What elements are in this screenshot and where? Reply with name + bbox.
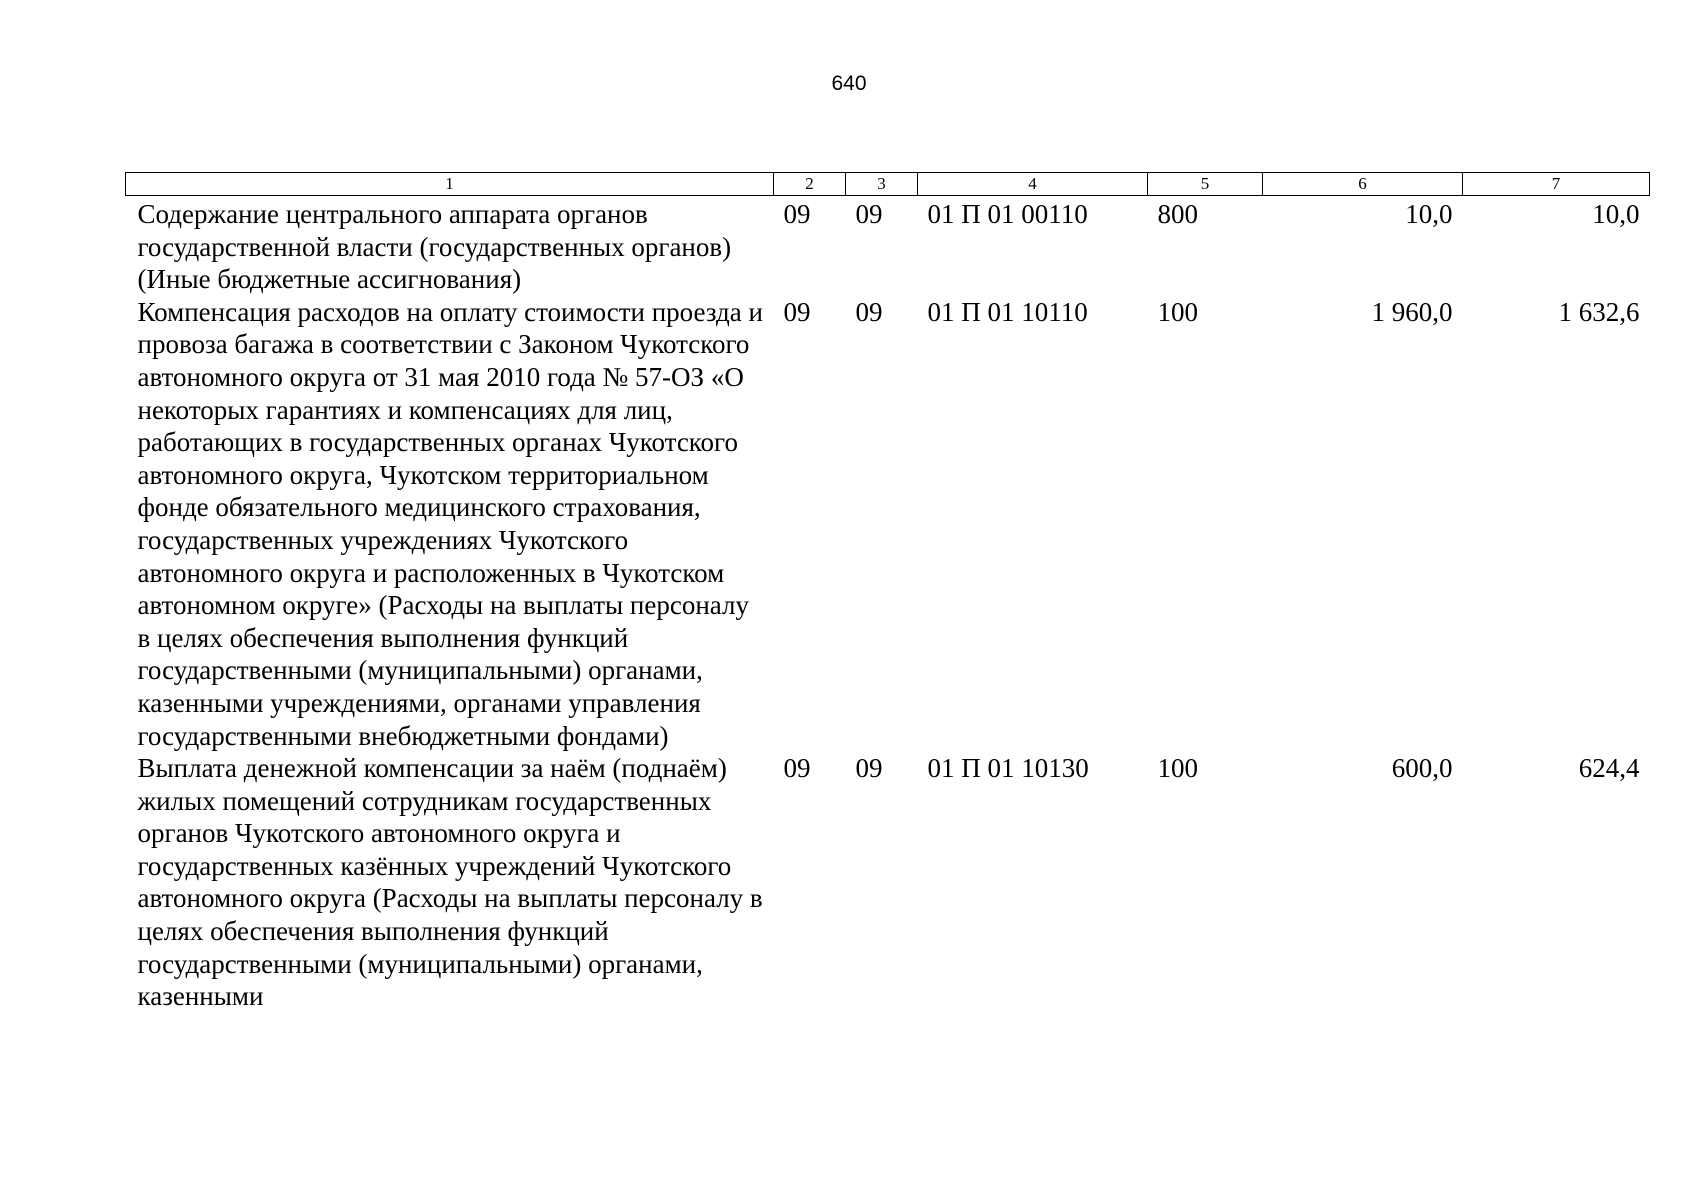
table-row xyxy=(126,752,1650,1013)
budget-table xyxy=(125,172,1650,1013)
amount-column-7: 1 632,6 xyxy=(1558,296,1640,327)
column-header-2: 2 xyxy=(774,173,846,196)
target-article-code: 01 П 01 10110 xyxy=(927,296,1088,327)
subsection-code: 09 xyxy=(855,753,883,784)
section-code: 09 xyxy=(783,199,811,229)
expense-name: Компенсация расходов на оплату стоимости проезда и провоза багажа в соответствии с Законом Чукотского автономного округа от 31 мая 2010 года № 57-ОЗ «О некоторых гарантиях и компенсациях для лиц, работающих в государственных органах Чукотского автономного округа, Чукотском территориальном фонде обязательного медицинского страхования, государственных учреждениях Чукотского автономного округа и расположенных в Чукотском автономном округе» (Расходы на выплаты персоналу в целях обеспечения выполнения функций государственными (муниципальными) органами, казенными учреждениями, органами управления государственными внебюджетными фондами) xyxy=(137,296,763,751)
amount-column-6: 600,0 xyxy=(1391,753,1453,784)
column-header-5: 5 xyxy=(1148,173,1263,196)
table-row xyxy=(126,296,1650,752)
column-header-7: 7 xyxy=(1463,173,1650,196)
expense-type-code: 100 xyxy=(1157,296,1198,327)
amount-column-7: 10,0 xyxy=(1592,199,1640,229)
table-row xyxy=(126,196,1650,296)
subsection-code: 09 xyxy=(855,296,883,327)
section-code: 09 xyxy=(783,753,811,784)
column-header-6: 6 xyxy=(1263,173,1463,196)
column-header-4: 4 xyxy=(918,173,1148,196)
amount-column-7: 624,4 xyxy=(1578,753,1640,784)
expense-type-code: 800 xyxy=(1157,199,1198,229)
expense-type-code: 100 xyxy=(1157,753,1198,784)
column-header-1: 1 xyxy=(126,173,774,196)
table-header-row xyxy=(126,173,1650,196)
subsection-code: 09 xyxy=(855,199,883,229)
amount-column-6: 10,0 xyxy=(1405,199,1453,229)
expense-name: Выплата денежной компенсации за наём (поднаём) жилых помещений сотрудникам государственных органов Чукотского автономного округа и государственных казённых учреждений Чукотского автономного округа (Расходы на выплаты персоналу в целях обеспечения выполнения функций государственными (муниципальными) органами, казенными xyxy=(137,753,763,1012)
target-article-code: 01 П 01 10130 xyxy=(927,753,1089,784)
amount-column-6: 1 960,0 xyxy=(1371,296,1453,327)
section-code: 09 xyxy=(783,296,811,327)
expense-name: Содержание центрального аппарата органов государственной власти (государственных органов) (Иные бюджетные ассигнования) xyxy=(137,199,732,295)
target-article-code: 01 П 01 00110 xyxy=(927,199,1088,229)
column-header-3: 3 xyxy=(846,173,918,196)
page-number: 640 xyxy=(831,72,867,95)
